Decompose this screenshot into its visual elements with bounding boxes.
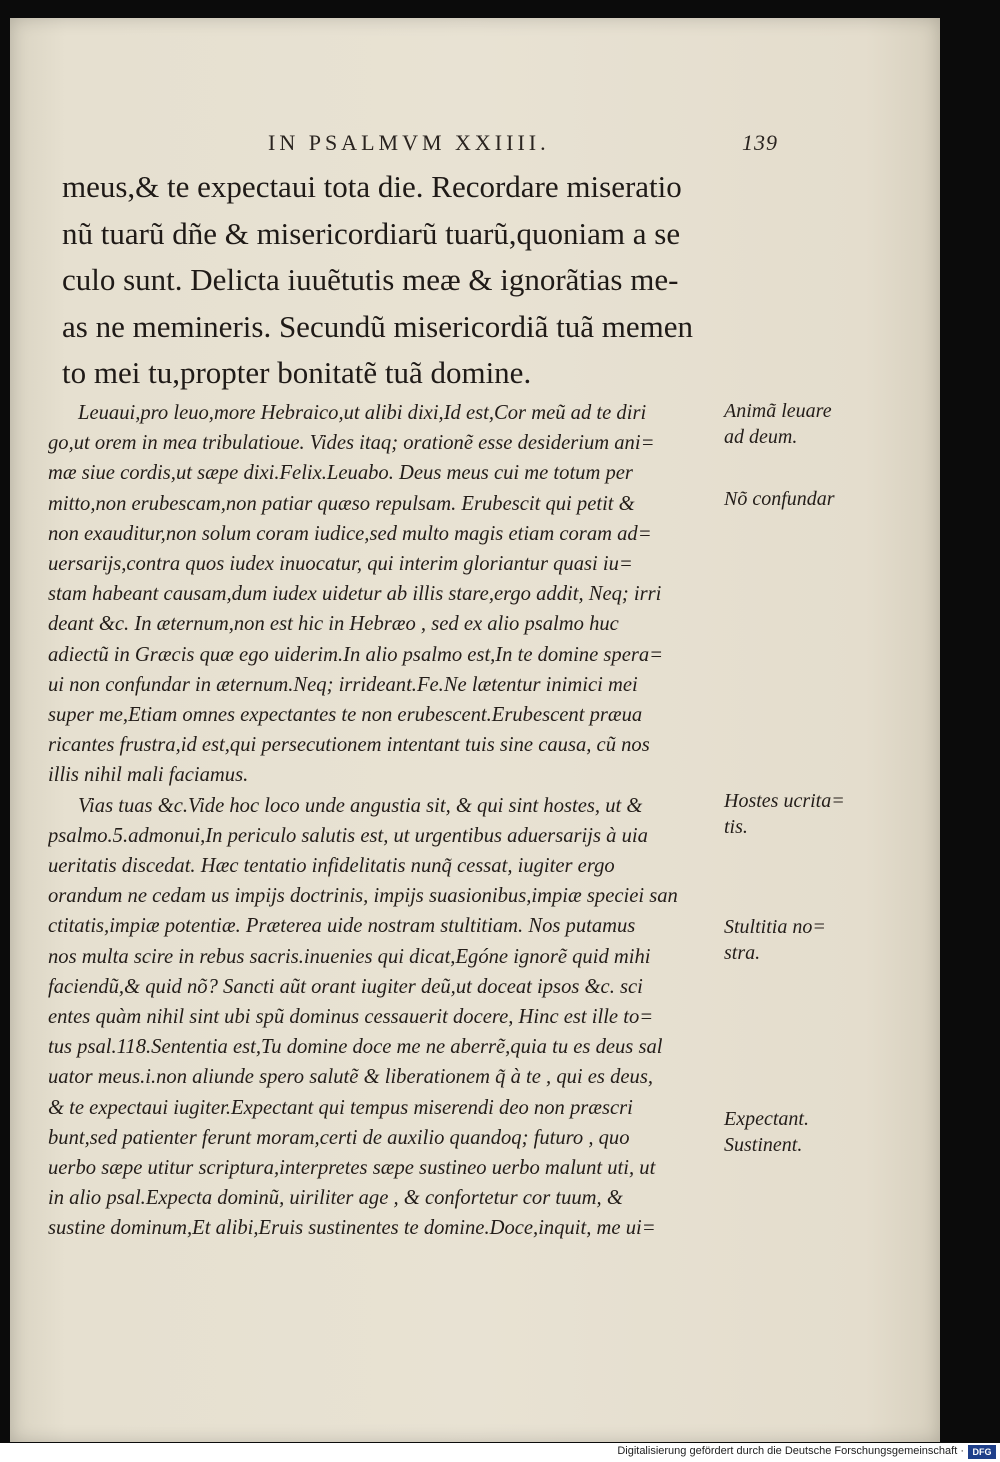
margin-note-line: Expectant.	[724, 1108, 809, 1130]
commentary-line: mitto,non erubescam,non patiar quæso repulsam. Erubescit qui petit &	[48, 492, 635, 515]
commentary-line: uerbo sæpe utitur scriptura,interpretes sæpe sustineo uerbo malunt uti, ut	[48, 1157, 656, 1180]
margin-note-line: stra.	[724, 942, 761, 964]
commentary-line: entes quàm nihil sint ubi spũ dominus cessauerit docere, Hinc est ille to=	[48, 1006, 654, 1029]
commentary-line: super me,Etiam omnes expectantes te non erubescent.Erubescent præua	[48, 704, 643, 727]
commentary-line: stam habeant causam,dum iudex uidetur ab illis stare,ergo addit, Neq; irri	[48, 583, 662, 606]
commentary-line: bunt,sed patienter ferunt moram,certi de auxilio quandoq; futuro , quo	[48, 1126, 630, 1149]
commentary-line: orandum ne cedam us impijs doctrinis, impijs suasionibus,impiæ speciei san	[48, 885, 678, 908]
commentary-line: nos multa scire in rebus sacris.inuenies qui dicat,Egóne ignorẽ quid mihi	[48, 945, 651, 968]
commentary-line: non exauditur,non solum coram iudice,sed multo magis etiam coram ad=	[48, 522, 652, 545]
commentary-line: ueritatis discedat. Hæc tentatio infidelitatis nunq̃ cessat, iugiter ergo	[48, 855, 615, 878]
commentary-line: & te expectaui iugiter.Expectant qui tempus miserendi deo non præscri	[48, 1096, 633, 1119]
commentary-line: adiectũ in Græcis quæ ego uiderim.In alio psalmo est,In te domine spera=	[48, 643, 664, 666]
margin-note-stultitia	[724, 914, 874, 966]
margin-note-line: tis.	[724, 816, 748, 838]
commentary-line: Vias tuas &c.Vide hoc loco unde angustia sit, & qui sint hostes, ut &	[78, 794, 643, 817]
commentary-line: illis nihil mali faciamus.	[48, 764, 249, 787]
commentary-line: ricantes frustra,id est,qui persecutionem intentant tuis sine causa, cũ nos	[48, 734, 650, 757]
commentary-line: faciendũ,& quid nõ? Sancti aũt orant iugiter deũ,ut doceat ipsos &c. sci	[48, 975, 643, 998]
psalm-line: meus,& te expectaui tota die. Recordare miseratio	[62, 169, 682, 204]
footer-credit: Digitalisierung gefördert durch die Deutsche Forschungsgemeinschaft ·	[617, 1445, 964, 1457]
commentary-line: go,ut orem in mea tribulatioue. Vides itaq; orationẽ esse desiderium ani=	[48, 432, 655, 455]
commentary-line: tus psal.118.Sententia est,Tu domine doce me ne aberrẽ,quia tu es deus sal	[48, 1036, 663, 1059]
footer-bar	[0, 1443, 1000, 1462]
commentary-line: uator meus.i.non aliunde spero salutẽ & liberationem q̃ à te , qui es deus,	[48, 1066, 653, 1089]
margin-note-line: Animã leuare	[724, 400, 832, 422]
margin-note-expectant	[724, 1106, 874, 1158]
margin-note-confundar	[724, 486, 874, 512]
commentary-line: deant &c. In æternum,non est hic in Hebræo , sed ex alio psalmo huc	[48, 613, 619, 636]
margin-note-line: ad deum.	[724, 426, 798, 448]
psalm-line: nũ tuarũ dñe & misericordiarũ tuarũ,quoniam a se	[62, 215, 681, 251]
commentary-line: ctitatis,impiæ potentiæ. Præterea uide nostram stultitiam. Nos putamus	[48, 915, 636, 938]
psalm-line: culo sunt. Delicta iuuẽtutis meæ & ignorãtias me-	[62, 262, 679, 297]
dfg-logo-icon: DFG	[968, 1445, 996, 1459]
commentary-line: in alio psal.Expecta dominũ, uiriliter age , & confortetur cor tuum, &	[48, 1187, 623, 1210]
commentary-line: sustine dominum,Et alibi,Eruis sustinentes te domine.Doce,inquit, me ui=	[48, 1217, 656, 1240]
psalm-line: as ne memineris. Secundũ misericordiã tuã memen	[62, 308, 694, 344]
margin-note-hostes	[724, 788, 874, 840]
running-header	[10, 130, 940, 160]
commentary-line: mæ siue cordis,ut sæpe dixi.Felix.Leuabo. Deus meus cui me totum per	[48, 462, 633, 485]
margin-note-line: Stultitia no=	[724, 916, 826, 938]
commentary-line: ui non confundar in æternum.Neq; irrideant.Fe.Ne lætentur inimici mei	[48, 673, 638, 696]
running-title: IN PSALMVM XXIIII.	[268, 130, 550, 155]
psalm-line: to mei tu,propter bonitatẽ tuã domine.	[62, 355, 532, 390]
margin-note-line: Sustinent.	[724, 1134, 803, 1156]
psalm-text	[62, 164, 724, 397]
margin-note-line: Nõ confundar	[724, 488, 835, 510]
book-page	[10, 18, 940, 1442]
commentary-line: Leuaui,pro leuo,more Hebraico,ut alibi dixi,Id est,Cor meũ ad te diri	[78, 402, 647, 424]
commentary-line: psalmo.5.admonui,In periculo salutis est, ut urgentibus aduersarijs à uia	[48, 824, 648, 847]
commentary-text	[48, 398, 722, 1244]
margin-note-line: Hostes ucrita=	[724, 790, 845, 812]
page-number: 139	[742, 130, 778, 155]
margin-note-anima	[724, 398, 874, 450]
commentary-line: uersarijs,contra quos iudex inuocatur, qui interim gloriantur quasi iu=	[48, 553, 633, 576]
